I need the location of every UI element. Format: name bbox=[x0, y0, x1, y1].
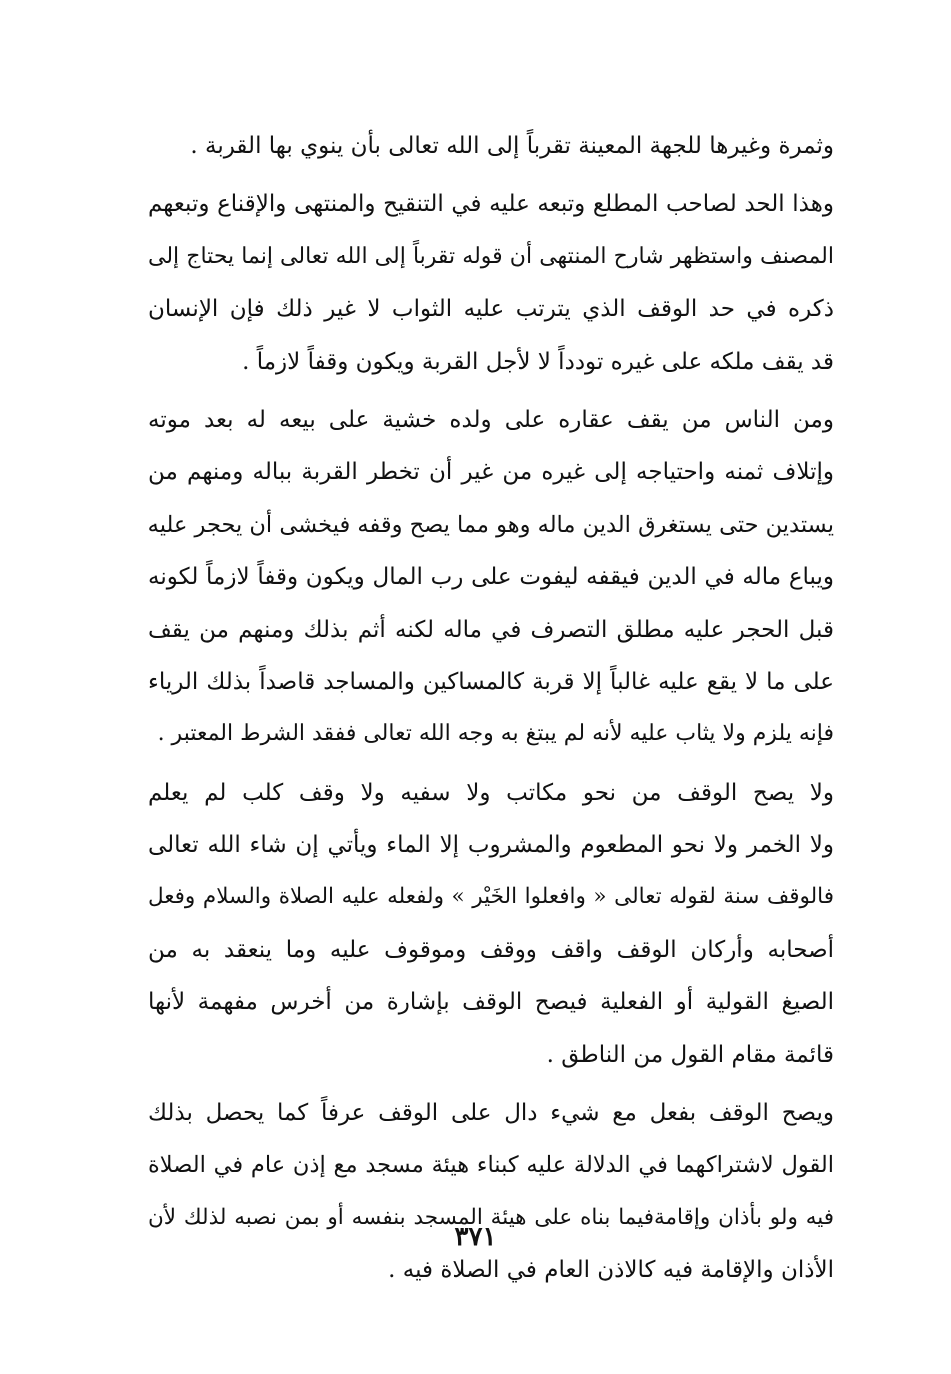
paragraph bbox=[148, 1087, 834, 1297]
paragraph bbox=[148, 767, 834, 1081]
main-text bbox=[148, 120, 834, 1303]
text-line: ولا الخمر ولا نحو المطعوم والمشروب إلا الماء ويأتي إن شاء الله تعالى bbox=[148, 832, 834, 859]
text-line: أصحابه وأركان الوقف واقف ووقف وموقوف عليه وما ينعقد به من bbox=[148, 936, 834, 963]
text-line: قبل الحجر عليه مطلق التصرف في ماله لكنه أثم بذلك ومنهم من يقف bbox=[148, 616, 834, 643]
paragraph bbox=[148, 178, 834, 388]
text-line: وهذا الحد لصاحب المطلع وتبعه عليه في التنقيح والمنتهى والإقناع وتبعهم bbox=[148, 191, 834, 218]
text-line: الأذان والإقامة فيه كالاذن العام في الصلاة فيه . bbox=[388, 1257, 834, 1284]
text-line: على ما لا يقع عليه غالباً إلا قربة كالمساكين والمساجد قاصداً بذلك الرياء bbox=[148, 668, 834, 695]
text-line: ولا يصح الوقف من نحو مكاتب ولا سفيه ولا وقف كلب لم يعلم bbox=[148, 779, 834, 806]
text-line: ويباع ماله في الدين فيقفه ليفوت على رب المال ويكون وقفاً لازماً لكونه bbox=[148, 564, 834, 591]
paragraph bbox=[148, 394, 834, 761]
text-line: فيه ولو بأذان وإقامةفيما بناه على هيئة المسجد بنفسه أو بمن نصبه لذلك لأن bbox=[148, 1204, 834, 1230]
text-line: ويصح الوقف بفعل مع شيء دال على الوقف عرفاً كما يحصل بذلك bbox=[148, 1100, 834, 1127]
page-number: ٣٧١ bbox=[454, 1222, 497, 1252]
text-line: ذكره في حد الوقف الذي يترتب عليه الثواب لا غير ذلك فإن الإنسان bbox=[148, 296, 834, 323]
text-line: المصنف واستظهر شارح المنتهى أن قوله تقرباً إلى الله تعالى إنما يحتاج إلى bbox=[148, 243, 834, 269]
text-line: يستدين حتى يستغرق الدين ماله وهو مما يصح وقفه فيخشى أن يحجر عليه bbox=[148, 511, 834, 538]
text-line: الصيغ القولية أو الفعلية فيصح الوقف بإشارة من أخرس مفهمة لأنها bbox=[148, 989, 834, 1016]
text-line: فالوقف سنة لقوله تعالى « وافعلوا الخَيْر » ولفعله عليه الصلاة والسلام وفعل bbox=[148, 884, 834, 910]
text-line: وإتلاف ثمنه واحتياجه إلى غيره من غير أن تخطر القربة بباله ومنهم من bbox=[148, 459, 834, 486]
text-line: وثمرة وغيرها للجهة المعينة تقرباً إلى الله تعالى بأن ينوي بها القربة . bbox=[190, 133, 834, 159]
text-line: ومن الناس من يقف عقاره على ولده خشية على بيعه له بعد موته bbox=[148, 406, 834, 433]
text-line: القول لاشتراكهما في الدلالة عليه كبناء هيئة مسجد مع إذن عام في الصلاة bbox=[148, 1152, 834, 1179]
paragraph bbox=[148, 120, 834, 172]
text-line: قد يقف ملكه على غيره تودداً لا لأجل القربة ويكون وقفاً لازماً . bbox=[242, 348, 834, 375]
text-line: فإنه يلزم ولا يثاب عليه لأنه لم يبتغ به وجه الله تعالى ففقد الشرط المعتبر . bbox=[157, 721, 834, 747]
text-line: قائمة مقام القول من الناطق . bbox=[546, 1041, 834, 1068]
